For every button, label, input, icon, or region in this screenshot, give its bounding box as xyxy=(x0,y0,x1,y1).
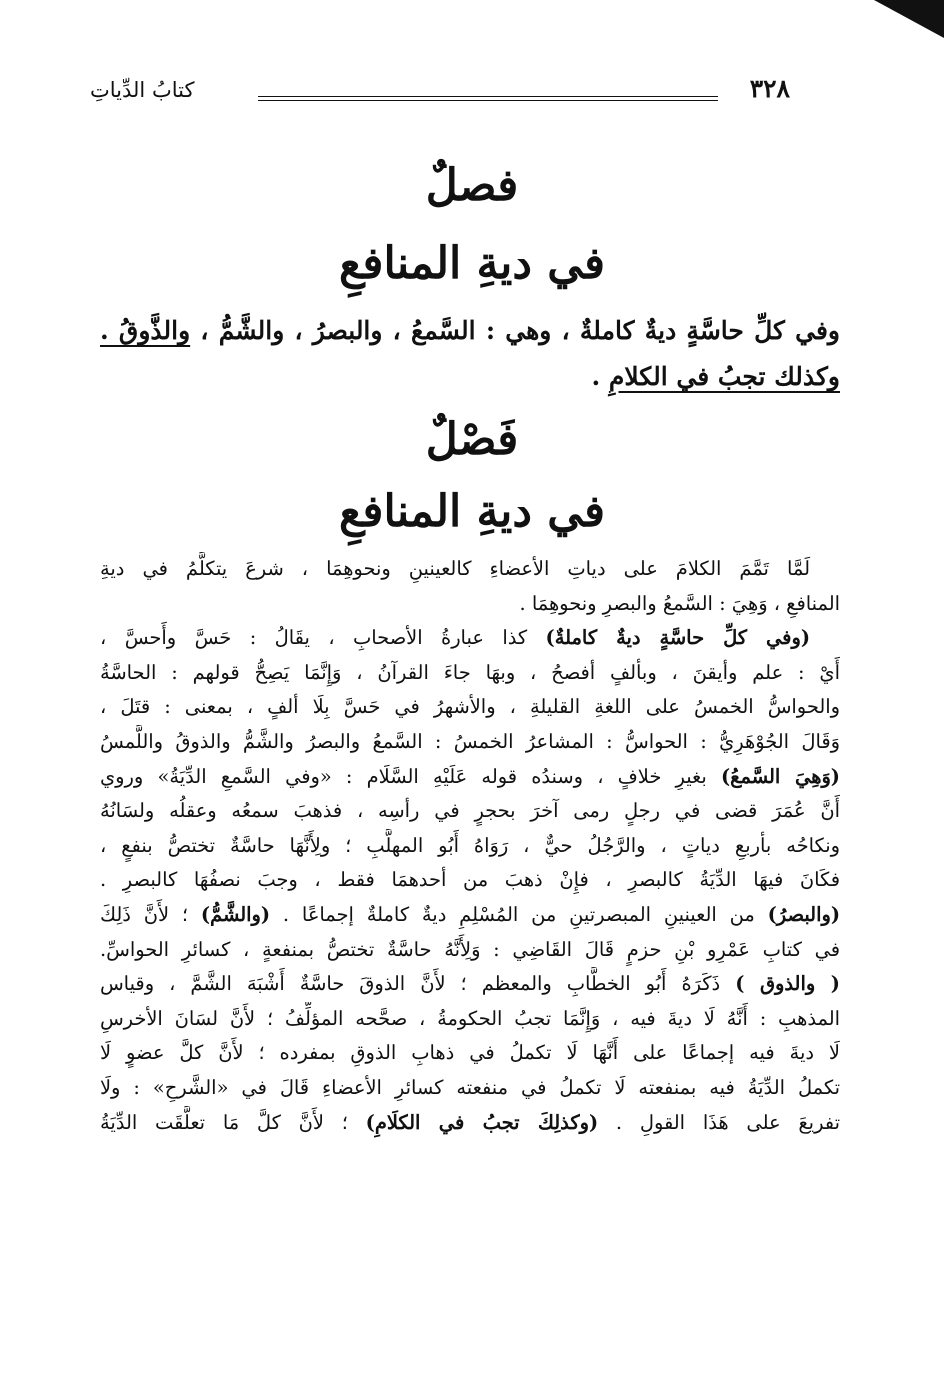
sharh-line: في كتابِ عَمْرِو بْنِ حزمٍ قَالَ القَاضِي : وَلِأَنَّهُ حاسَّةٌ تختصُّ بمنفعةٍ ، كسائرِ الحواسِّ. xyxy=(100,937,840,961)
section-heading-1: في ديةِ المنافعِ xyxy=(339,238,605,289)
fasl-heading-2: فَصْلٌ xyxy=(425,414,519,465)
book-title: كتابُ الدِّياتِ xyxy=(90,78,195,102)
sharh-line: ( والذوق ) ذَكَرَهُ أَبُو الخطَّابِ والمعظم ؛ لأَنَّ الذوقَ حاسَّةٌ أَشْبَهَ الشَّمَّ ، وقياس xyxy=(100,972,840,996)
fasl-heading-1: فصلٌ xyxy=(425,160,519,211)
header-rule xyxy=(258,96,718,101)
matn-part-2: والذَّوقُ . وكذلك تجبُ في الكلامِ xyxy=(100,316,840,391)
sharh-line: تفريعَ على هَذَا القولِ . (وكذلِكَ تجبُ في الكلَامِ) ؛ لأَنَّ كلَّ مَا تعلَّقَت الدِّيَةُ xyxy=(100,1110,840,1134)
sharh-line: المذهبِ : أَنَّهُ لَا ديةَ فيه ، وَإِنَّمَا تجبُ الحكومةُ ، صحَّحه المؤلِّفُ ؛ لأَنَّ لسَانَ الأخرسِ xyxy=(100,1006,840,1030)
section-heading-2: في ديةِ المنافعِ xyxy=(339,486,605,537)
matn-text xyxy=(100,308,840,400)
page-corner-mark xyxy=(874,0,944,38)
sharh-line: (والبصرُ) من العينينِ المبصرتينِ من المُسْلِمِ ديةٌ كاملةٌ إجماعًا . (والشَّمُّ) ؛ لأَنَّ ذَلِكَ xyxy=(100,902,840,926)
sharh-line: تكملُ الدِّيَةُ فيه بمنفعته لَا تكملُ في منفعته كسائرِ الأعضاءِ قَالَ في «الشَّرحِ» : ولَا xyxy=(100,1075,840,1099)
sharh-line: أَيْ : علم وأيقنَ ، وبألفٍ أفصحُ ، وبهَا جاءَ القرآنُ ، وَإِنَّمَا يَصِحُّ قولهم : الحاسَّةُ xyxy=(100,660,840,684)
matn-end: . xyxy=(591,362,609,391)
matn-part-1: وفي كلِّ حاسَّةٍ ديةٌ كاملةٌ ، وهي : السَّمعُ ، والبصرُ ، والشَّمُّ ، xyxy=(200,316,840,345)
sharh-line: (وَهِيَ السَّمعُ) بغيرِ خلافٍ ، وسندُه قوله عَلَيْهِ السَّلَام : «وفي السَّمعِ الدِّيَةُ» وروي xyxy=(100,764,840,788)
sharh-line: لَا ديةَ فيه إجماعًا على أَنَّهَا لَا تكملُ في ذهابِ الذوقِ بمفرده ؛ لأَنَّ كلَّ عضوٍ لَا xyxy=(100,1041,840,1065)
sharh-line: فكَانَ فيهَا الدِّيَةُ كالبصرِ ، فإِنْ ذهبَ من أحدهمَا فقط ، وجبَ نصفُهَا كالبصرِ . xyxy=(100,868,840,892)
page-number: ٣٢٨ xyxy=(749,74,790,103)
sharh-line: ونكاحُه بأربعِ دياتٍ ، والرَّجُلُ حيٌّ ، رَوَاهُ أَبُو المهلَّبِ ؛ ولِأَنَّهَا حاسَّةٌ تختصُّ بنفعٍ ، xyxy=(100,833,840,857)
sharh-line: وَقَالَ الجُوْهَرِيُّ : الحواسُّ : المشاعرُ الخمسُ : السَّمعُ والبصرُ والشَّمُّ والذوقُ واللَّمسُ xyxy=(100,729,840,753)
sharh-line: (وفي كلِّ حاسَّةٍ ديةٌ كاملةٌ) كذا عبارةُ الأصحابِ ، يقَالُ : حَسَّ وأَحسَّ ، xyxy=(100,626,810,650)
sharh-line: أَنَّ عُمَرَ قضى في رجلٍ رمى آخرَ بحجرٍ في رأسِه ، فذهبَ سمعُه وعقلُه ولسَانُهُ xyxy=(100,799,840,823)
sharh-line: لَمَّا تَمَّمَ الكلامَ على دياتِ الأعضاءِ كالعينينِ ونحوهِمَا ، شرعَ يتكلَّمُ في ديةِ xyxy=(100,557,810,580)
commentary xyxy=(100,552,840,1140)
running-header xyxy=(90,74,790,114)
sharh-line: المنافعِ ، وَهِيَ : السَّمعُ والبصرِ ونحوهِمَا . xyxy=(519,591,840,615)
sharh-line: والحواسُّ الخمسُ على اللغةِ القليلةِ ، والأشهرُ في حَسَّ بِلَا ألفٍ ، بمعنى : قتَلَ ، xyxy=(100,695,840,719)
